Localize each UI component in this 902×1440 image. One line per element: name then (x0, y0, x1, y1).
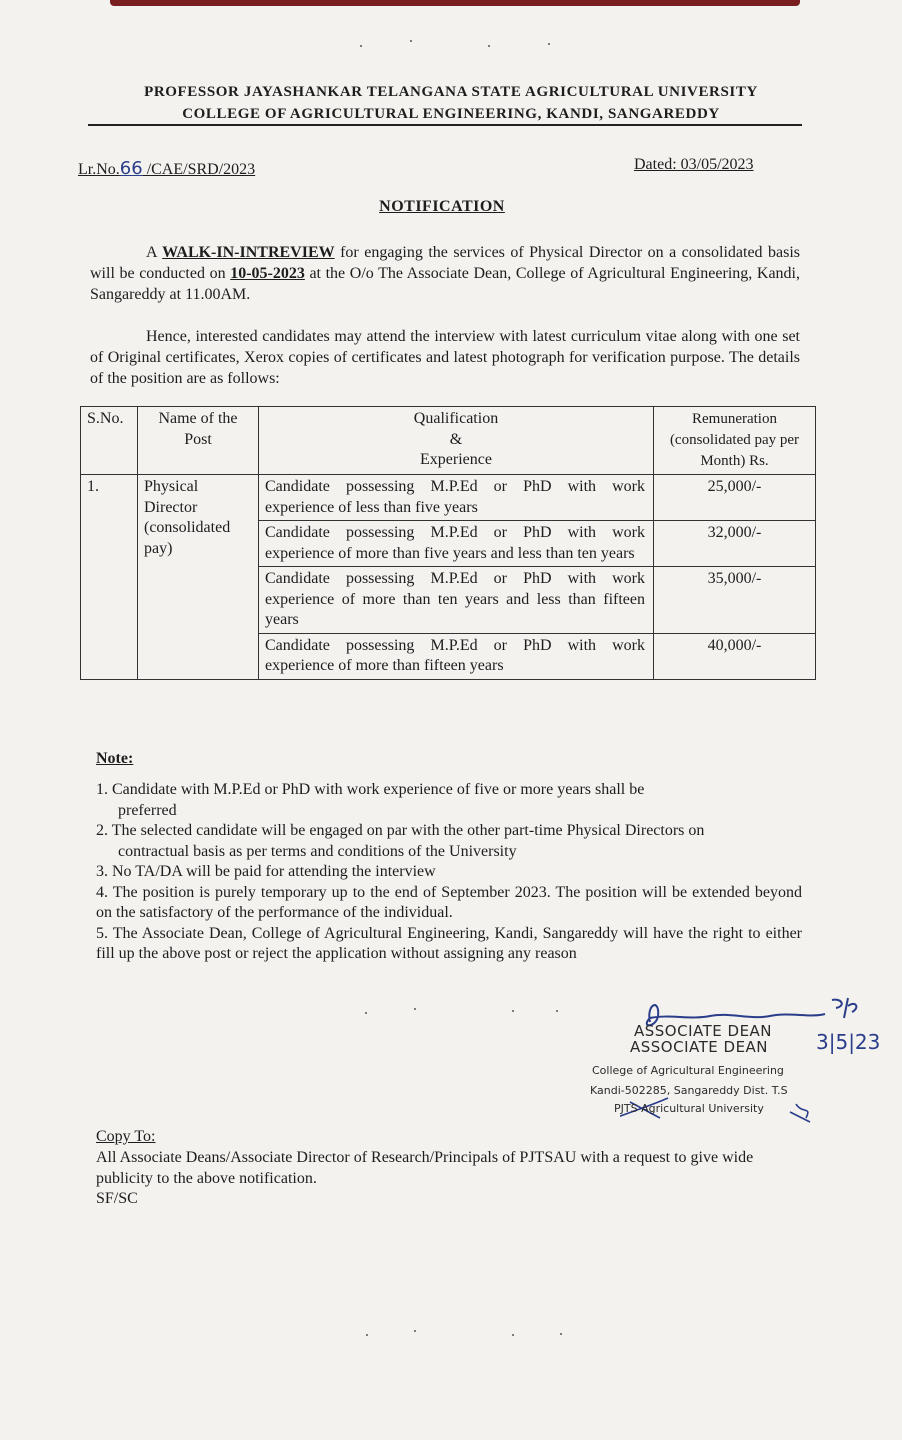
scan-speck (512, 1334, 514, 1336)
scan-speck (488, 45, 490, 47)
letter-number: Lr.No.66 /CAE/SRD/2023 (78, 158, 256, 179)
cell-qualification: Candidate possessing M.P.Ed or PhD with work experience of more than fifteen years (259, 633, 654, 679)
cell-qualification: Candidate possessing M.P.Ed or PhD with work experience of more than ten years and less than fifteen years (259, 567, 654, 634)
note-heading: Note: (96, 750, 134, 767)
scan-speck (366, 1334, 368, 1336)
remuneration-table (80, 406, 816, 680)
cell-post: Physical Director (consolidated pay) (138, 475, 259, 680)
paragraph-walk-in: A WALK-IN-INTREVIEW for engaging the services of Physical Director on a consolidated basis will be conducted on 10-05-2023 at the O/o The Associate Dean, College of Agricultural Engineering, Kandi, Sangareddy at 11.00AM. (90, 244, 801, 303)
university-name: PROFESSOR JAYASHANKAR TELANGANA STATE AGRICULTURAL UNIVERSITY (144, 84, 758, 100)
cell-qualification: Candidate possessing M.P.Ed or PhD with work experience of less than five years (259, 475, 654, 521)
stamp-college: College of Agricultural Engineering (592, 1064, 784, 1077)
stamp-address: Kandi-502285, Sangareddy Dist. T.S (590, 1084, 788, 1097)
scan-top-edge (110, 0, 800, 6)
cell-sno: 1. (81, 475, 138, 680)
stamp-university: PJTS Agricultural University (614, 1102, 764, 1115)
table-row (81, 475, 816, 521)
scan-speck (414, 1330, 416, 1332)
scan-speck (360, 45, 362, 47)
note-item: 2. The selected candidate will be engaged on par with the other part-time Physical Directors on contractual basis as per terms and conditions of the University (96, 822, 705, 860)
header-sno: S.No. (81, 407, 138, 475)
paragraph-instructions: Hence, interested candidates may attend the interview with latest curriculum vitae along with one set of Original certificates, Xerox copies of certificates and latest photograph for verification purpose. The details of the position are as follows: (90, 328, 800, 387)
note-item: 4. The position is purely temporary up to the end of September 2023. The position will be extended beyond on the satisfactory of the performance of the individual. (96, 883, 802, 921)
cell-pay: 35,000/- (654, 567, 816, 634)
signature-designation: ASSOCIATE DEAN (634, 1022, 773, 1040)
stamp-title: ASSOCIATE DEAN (630, 1038, 769, 1056)
cell-pay: 32,000/- (654, 521, 816, 567)
letter-date: Dated: 03/05/2023 (634, 156, 754, 173)
walk-in-interview-emphasis: WALK-IN-INTREVIEW (162, 244, 335, 261)
note-item: 3. No TA/DA will be paid for attending the interview (96, 863, 436, 880)
interview-date-emphasis: 10-05-2023 (230, 265, 305, 282)
scan-speck (410, 40, 412, 42)
header-remuneration: Remuneration (consolidated pay per Month) Rs. (654, 407, 816, 475)
sf-sc-label: SF/SC (96, 1190, 138, 1207)
note-item: 1. Candidate with M.P.Ed or PhD with work experience of five or more years shall be preferred (96, 781, 645, 819)
signature-date: 3|5|23 (816, 1030, 881, 1054)
signature-block (590, 994, 900, 1144)
header-post: Name of the Post (138, 407, 259, 475)
copy-to-text: All Associate Deans/Associate Director of Research/Principals of PJTSAU with a request to give wide publicity to the above notification. (96, 1149, 754, 1187)
scan-speck (365, 1012, 367, 1014)
college-name: COLLEGE OF AGRICULTURAL ENGINEERING, KANDI, SANGAREDDY (182, 106, 720, 122)
notification-title: NOTIFICATION (379, 198, 505, 215)
cell-pay: 40,000/- (654, 633, 816, 679)
scan-speck (560, 1333, 562, 1335)
table-header-row (81, 407, 816, 475)
header-rule (88, 124, 802, 126)
note-list (96, 780, 802, 965)
copy-to-heading: Copy To: (96, 1128, 156, 1145)
note-item: 5. The Associate Dean, College of Agricultural Engineering, Kandi, Sangareddy will have the right to either fill up the above post or reject the application without assigning any reason (96, 924, 802, 962)
scan-speck (548, 43, 550, 45)
letter-number-handwritten: 66 (119, 158, 143, 179)
cell-pay: 25,000/- (654, 475, 816, 521)
scan-speck (556, 1010, 558, 1012)
scan-speck (414, 1008, 416, 1010)
cell-qualification: Candidate possessing M.P.Ed or PhD with work experience of more than five years and less than ten years (259, 521, 654, 567)
header-qualification: Qualification & Experience (259, 407, 654, 475)
scan-speck (512, 1010, 514, 1012)
